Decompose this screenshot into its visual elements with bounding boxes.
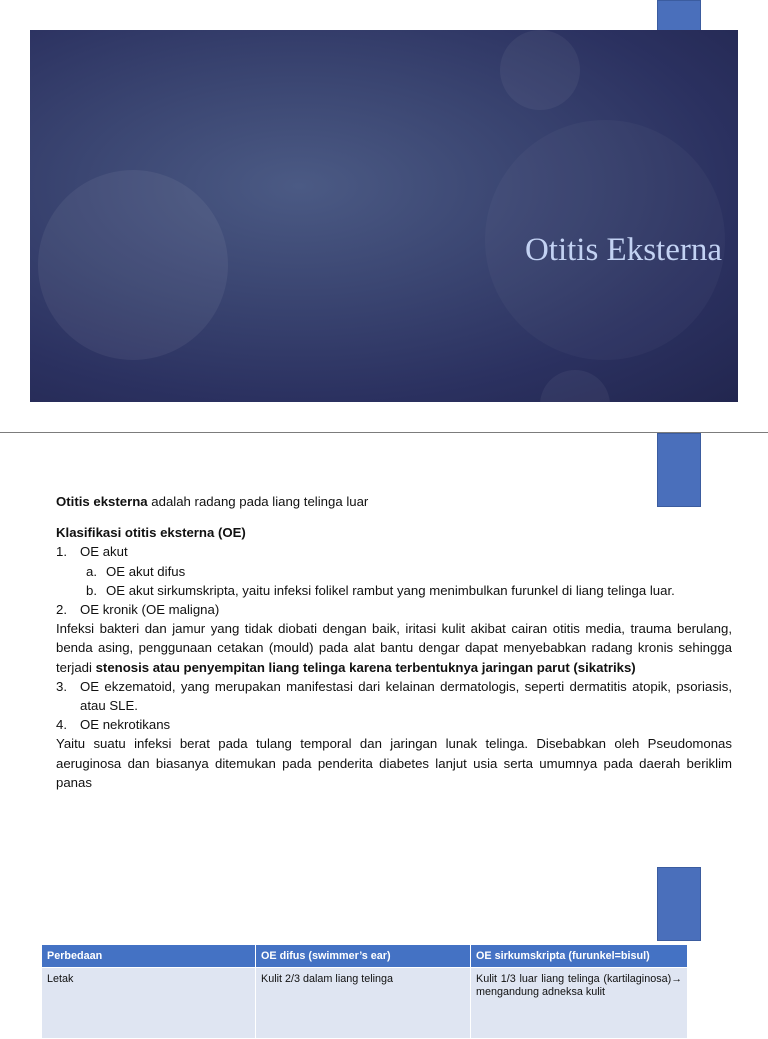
- slide-title: Otitis Eksterna: [524, 232, 722, 268]
- sub-list-item: b. OE akut sirkumskripta, yaitu infeksi folikel rambut yang menimbulkan furunkel di liang telinga luar.: [86, 582, 675, 598]
- table-cell: Kulit 2/3 dalam liang telinga: [256, 968, 471, 1039]
- table-cell: Kulit 1/3 luar liang telinga (kartilaginosa)→ mengandung adneksa kulit: [471, 968, 688, 1039]
- decorative-circle: [500, 30, 580, 110]
- sub-list-item: a. OE akut difus: [86, 563, 186, 579]
- slide-content: [56, 492, 732, 792]
- slide-divider: [0, 432, 768, 433]
- table-cell: Letak: [42, 968, 256, 1039]
- definition-term: Otitis eksterna: [56, 494, 148, 509]
- table-header-row: [42, 945, 688, 968]
- definition-text: adalah radang pada liang telinga luar: [147, 494, 369, 509]
- table-header: OE difus (swimmer’s ear): [256, 945, 471, 968]
- definition: [56, 492, 732, 511]
- table-header: OE sirkumskripta (furunkel=bisul): [471, 945, 688, 968]
- decorative-circle: [540, 370, 610, 402]
- decorative-circle: [38, 170, 228, 360]
- title-slide: [30, 30, 738, 402]
- list-item: 2. OE kronik (OE maligna): [56, 602, 220, 618]
- slide-accent-tab: [657, 867, 701, 941]
- comparison-table: [41, 944, 688, 1039]
- list-item: 3. OE ekzematoid, yang merupakan manifestasi dari kelainan dermatologis, seperti dermatitis atopik, psoriasis, atau SLE.: [56, 678, 732, 714]
- list-item: 1. OE akut: [56, 544, 128, 560]
- table-header: Perbedaan: [42, 945, 256, 968]
- necrotizing-description: Yaitu suatu infeksi berat pada tulang temporal dan jaringan lunak telinga. Disebabkan oleh Pseudomonas aeruginosa dan biasanya ditemukan pada penderita diabetes lanjut usia serta umumnya pada daerah beriklim panas: [56, 736, 732, 790]
- classification-heading: Klasifikasi otitis eksterna (OE): [56, 525, 246, 541]
- table-row: [42, 968, 688, 1039]
- list-item: 4. OE nekrotikans: [56, 717, 171, 733]
- chronic-description: Infeksi bakteri dan jamur yang tidak diobati dengan baik, iritasi kulit akibat cairan otitis media, trauma berulang, benda asing, penggunaan cetakan (mould) pada alat bantu dengar dapat menyebabkan radang kronis sehingga terjadi stenosis atau penyempitan liang telinga karena terbentuknya jaringan parut (sikatriks): [56, 621, 732, 675]
